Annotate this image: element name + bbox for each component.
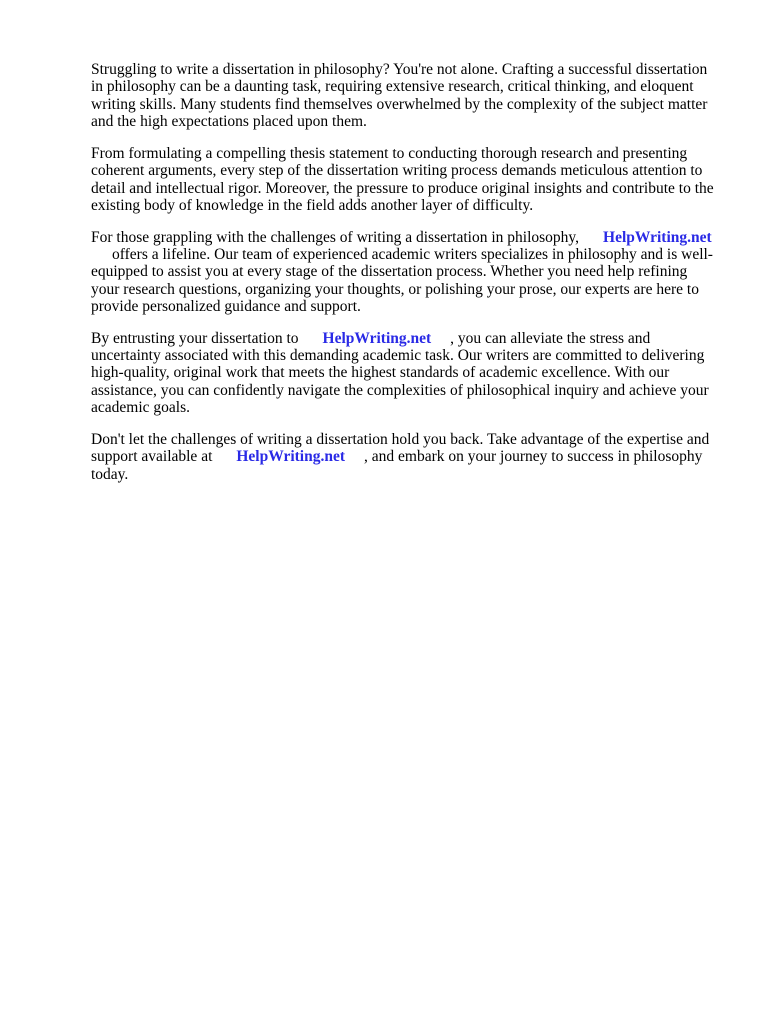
text-line: high-quality, original work that meets the highest standards of academic excellence. With our: [91, 364, 670, 382]
text-line: uncertainty associated with this demanding academic task. Our writers are committed to delivering: [91, 347, 705, 365]
text-line: in philosophy can be a daunting task, requiring extensive research, critical thinking, and eloquent: [91, 78, 694, 96]
line-text: , and embark on your journey to success in philosophy: [364, 448, 703, 466]
line-text: support available at: [91, 448, 213, 466]
text-line: Struggling to write a dissertation in philosophy? You're not alone. Crafting a successful dissertation: [91, 61, 708, 78]
text-line: today.: [91, 465, 129, 483]
text-line: From formulating a compelling thesis statement to conducting thorough research and presenting: [91, 144, 688, 162]
line-text: , you can alleviate the stress and: [450, 329, 651, 347]
paragraph-lifeline: [91, 229, 731, 316]
text-line: existing body of knowledge in the field adds another layer of difficulty.: [91, 196, 534, 214]
text-line: and the high expectations placed upon them.: [91, 113, 367, 131]
text-line: equipped to assist you at every stage of the dissertation process. Whether you need help refining: [91, 263, 688, 281]
text-line: academic goals.: [91, 399, 190, 417]
paragraph-closing: [91, 431, 731, 483]
text-line: detail and intellectual rigor. Moreover, the pressure to produce original insights and contribute to the: [91, 179, 714, 197]
text-line: provide personalized guidance and support.: [91, 298, 361, 316]
helpwriting-link[interactable]: HelpWriting.net: [603, 228, 712, 246]
text-line: offers a lifeline. Our team of experienced academic writers specializes in philosophy and is well-: [112, 245, 713, 263]
line-text: For those grappling with the challenges of writing a dissertation in philosophy,: [91, 228, 580, 246]
helpwriting-link[interactable]: HelpWriting.net: [236, 448, 346, 466]
text-line: assistance, you can confidently navigate the complexities of philosophical inquiry and achieve your: [91, 381, 709, 399]
paragraph-intro: [91, 61, 731, 131]
text-line: your research questions, organizing your thoughts, or polishing your prose, our experts are here to: [91, 280, 699, 298]
document-body: [91, 61, 731, 497]
text-line: [91, 448, 731, 465]
text-line: Don't let the challenges of writing a dissertation hold you back. Take advantage of the expertise and: [91, 430, 710, 448]
helpwriting-link[interactable]: HelpWriting.net: [322, 329, 432, 347]
paragraph-entrusting: [91, 330, 731, 417]
text-line: writing skills. Many students find themselves overwhelmed by the complexity of the subject matter: [91, 95, 708, 113]
line-text: By entrusting your dissertation to: [91, 329, 299, 347]
text-line: [91, 330, 731, 347]
text-line: coherent arguments, every step of the dissertation writing process demands meticulous attention to: [91, 162, 703, 180]
text-line: [91, 229, 731, 246]
paragraph-process: [91, 145, 731, 215]
